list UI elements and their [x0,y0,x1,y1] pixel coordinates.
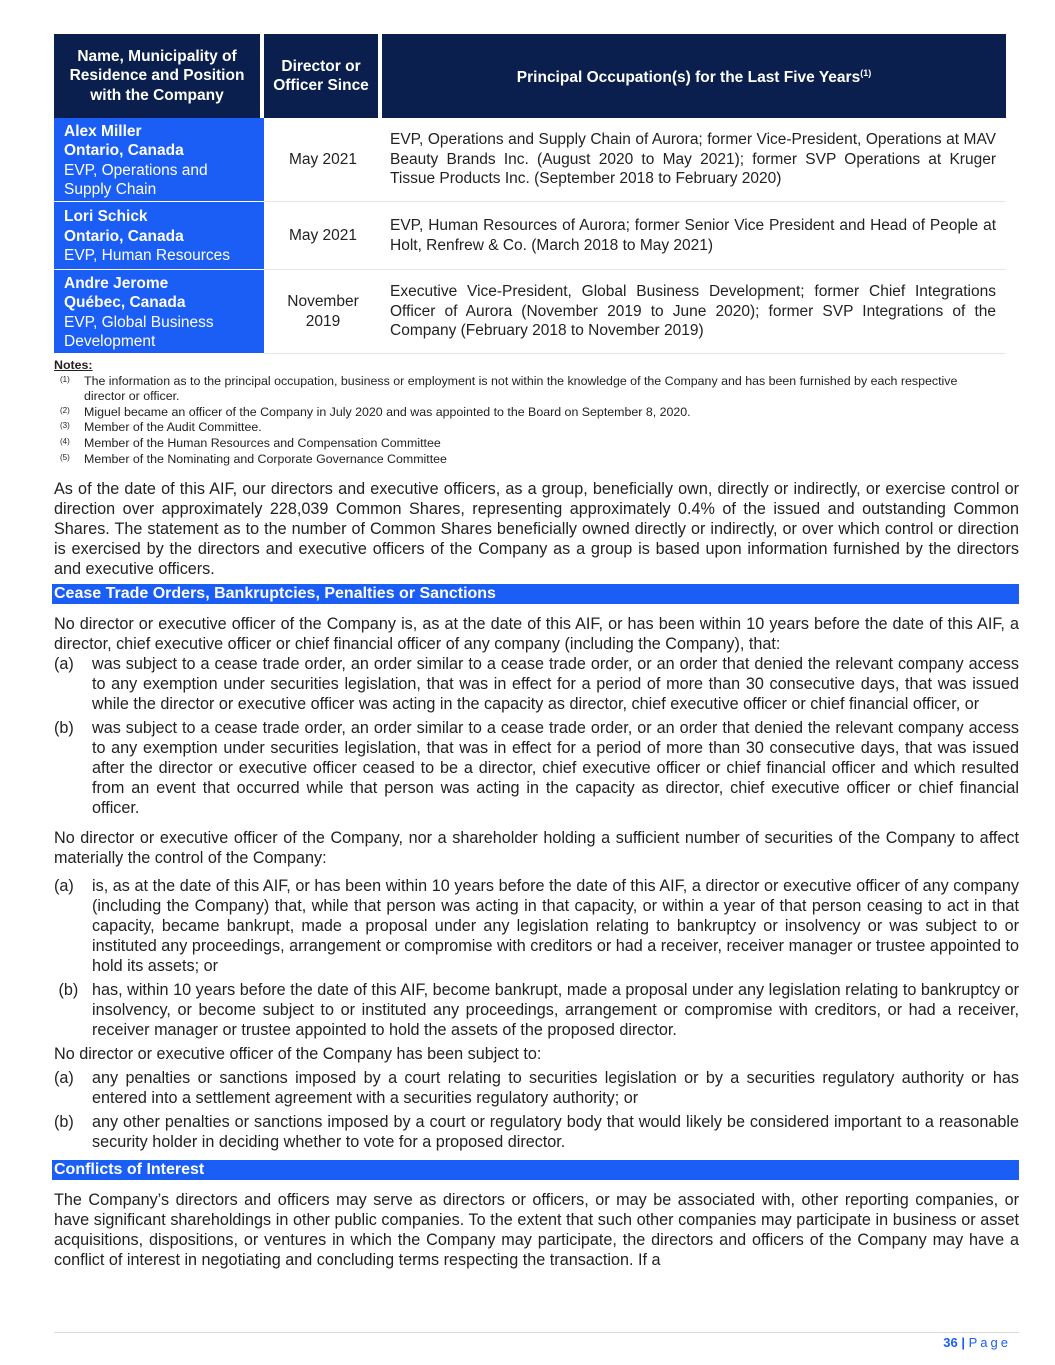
table-notes [54,358,1019,467]
person-name: Lori Schick [64,208,148,226]
page-footer [943,1335,1011,1350]
note-item: (5) Member of the Nominating and Corporate Governance Committee [60,451,447,466]
bankruptcy-intro: No director or executive officer of the Company, nor a shareholder holding a sufficient number of securities of the Company to affect materially the control of the Company: [54,829,1019,868]
occupation-cell: Executive Vice-President, Global Business Development; former Chief Integrations Officer of Aurora (November 2019 to June 2020); former SVP Integrations of the Company (February 2018 to November 2019) [382,270,1006,354]
person-position: EVP, Operations and Supply Chain [64,161,208,198]
conflicts-paragraph: The Company’s directors and officers may serve as directors or officers, or may be associated with, other reporting companies, or have significant shareholdings in other public companies. To the extent that such other companies may participate in business or asset acquisitions, dispositions, or ventures in which the Company may participate, the directors and officers of the Company may have a conflict of interest in negotiating and concluding terms respecting the transaction. If a [54,1191,1019,1270]
list-item: (a) any penalties or sanctions imposed by a court relating to securities legislation or by a securities regulatory authority or has entered into a settlement agreement with a securities regulatory authority; or [54,1069,1019,1108]
ownership-paragraph: As of the date of this AIF, our directors and executive officers, as a group, beneficially own, directly or indirectly, or exercise control or direction over approximately 228,039 Common Shares, representing approximately 0.4% of the issued and outstanding Common Shares. The statement as to the number of Common Shares beneficially owned directly or indirectly, or over which control or direction is exercised by the directors and executive officers of the Company as a group is based upon information furnished by the directors and executive officers. [54,480,1019,579]
table-header-row [54,34,1006,118]
person-position: EVP, Global Business Development [64,313,214,350]
since-cell: November 2019 [264,270,382,354]
person-position: EVP, Human Resources [64,247,230,265]
directors-table [54,34,1006,354]
section-heading-conflicts: Conflicts of Interest [52,1160,1019,1180]
person-location: Ontario, Canada [64,227,184,245]
cease-trade-intro: No director or executive officer of the Company is, as at the date of this AIF, or has been within 10 years before the date of this AIF, a director, chief executive officer or chief financial officer of any company (including the Company), that: [54,615,1019,654]
person-location: Ontario, Canada [64,142,184,160]
list-item: (b) any other penalties or sanctions imposed by a court or regulatory body that would likely be considered important to a reasonable security holder in deciding whether to vote for a proposed director. [54,1113,1019,1152]
note-item: (4) Member of the Human Resources and Compensation Committee [60,435,441,450]
name-cell [54,202,264,270]
header-name-municipality: Name, Municipality of Residence and Position with the Company [54,34,264,118]
table-row [54,118,1006,202]
notes-heading: Notes: [54,358,93,372]
list-item: (a) was subject to a cease trade order, an order similar to a cease trade order, or an order that denied the relevant company access to any exemption under securities legislation, that was in effect for a period of more than 30 consecutive days, that was issued while the director or executive officer was acting in the capacity as director, chief executive officer or chief financial officer, or [54,655,1019,714]
header-principal-occupation: Principal Occupation(s) for the Last Five Years$^{(1)}$ [382,34,1006,118]
person-name: Alex Miller [64,122,142,140]
occupation-cell: EVP, Operations and Supply Chain of Aurora; former Vice-President, Operations at MAV Beauty Brands Inc. (August 2020 to May 2021); former SVP Operations at Kruger Tissue Products Inc. (September 2018 to February 2020) [382,118,1006,202]
person-name: Andre Jerome [64,274,169,292]
list-item: (a) is, as at the date of this AIF, or has been within 10 years before the date of this AIF, a director or executive officer of any company (including the Company) that, while that person was acting in that capacity, or within a year of that person ceasing to act in that capacity, became bankrupt, made a proposal under any legislation relating to bankruptcy or insolvency or was subject to or instituted any proceedings, arrangement or compromise with creditors or had a receiver, receiver manager or trustee appointed to hold its assets; or [54,877,1019,976]
footer-separator: | [961,1335,965,1350]
penalties-intro: No director or executive officer of the Company has been subject to: [54,1045,542,1064]
table-row [54,270,1006,354]
name-cell [54,118,264,202]
footer-divider [54,1332,1019,1333]
document-page [54,34,1019,1270]
occupation-cell: EVP, Human Resources of Aurora; former Senior Vice President and Head of People at Holt, Renfrew & Co. (March 2018 to May 2021) [382,202,1006,270]
page-number: 36 [943,1335,958,1350]
note-item: (1) The information as to the principal occupation, business or employment is not within the knowledge of the Company and has been furnished by each respective director or officer. [60,373,958,404]
since-cell: May 2021 [264,118,382,202]
since-cell: May 2021 [264,202,382,270]
list-item: (b) has, within 10 years before the date of this AIF, become bankrupt, made a proposal under any legislation relating to bankruptcy or insolvency, or become subject to or instituted any proceedings, arrangement or compromise with creditors, or had a receiver, receiver manager or trustee appointed to hold the assets of the proposed director. [54,981,1019,1040]
person-location: Québec, Canada [64,294,186,312]
header-director-since: Director or Officer Since [264,34,382,118]
section-heading-cease-trade: Cease Trade Orders, Bankruptcies, Penalties or Sanctions [52,584,1019,604]
name-cell [54,270,264,354]
page-label: Page [968,1335,1011,1350]
table-row [54,202,1006,270]
note-item: (3) Member of the Audit Committee. [60,420,262,435]
list-item: (b) was subject to a cease trade order, an order similar to a cease trade order, or an order that denied the relevant company access to any exemption under securities legislation, that was in effect for a period of more than 30 consecutive days, that was issued after the director or executive officer ceased to be a director, chief executive officer or chief financial officer and which resulted from an event that occurred while that person was acting in the capacity as director, chief executive officer or chief financial officer. [54,719,1019,818]
note-item: (2) Miguel became an officer of the Company in July 2020 and was appointed to the Board on September 8, 2020. [60,404,691,419]
